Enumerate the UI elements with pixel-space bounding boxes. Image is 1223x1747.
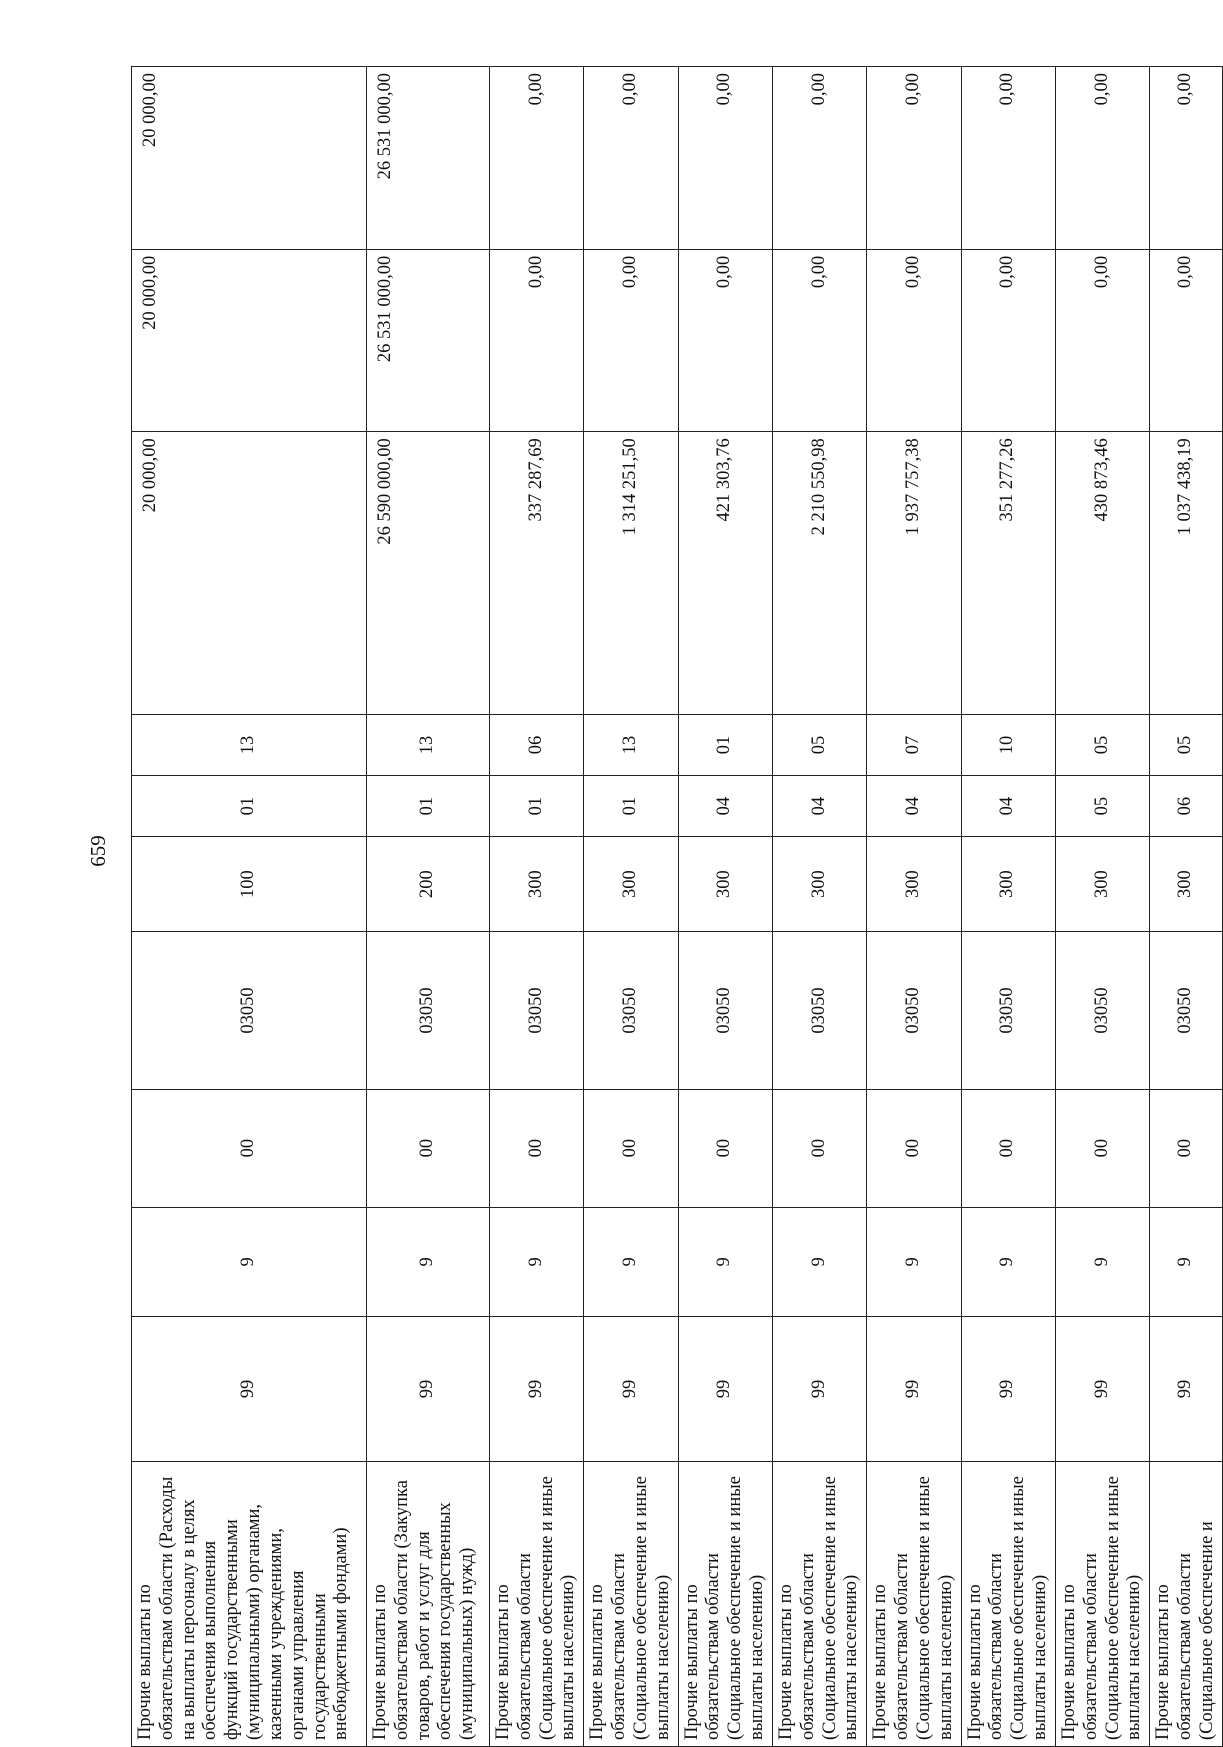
direction-code: 03050 xyxy=(961,932,1055,1089)
program-code: 99 xyxy=(867,1317,961,1462)
amount-year-2: 0,00 xyxy=(1150,249,1222,432)
main-event-code: 00 xyxy=(490,1089,584,1207)
program-code: 99 xyxy=(961,1317,1055,1462)
amount-year-1: 26 590 000,00 xyxy=(367,432,490,714)
direction-code: 03050 xyxy=(132,932,367,1089)
row-description: Прочие выплаты по обязательствам области (Расходы на выплаты персоналу в целях обеспечения выполнения функций государственными (муниципальными) органами, казенными учреждениями, органами управления государственными внебюджетными фондами) xyxy=(132,1461,367,1746)
amount-year-2: 0,00 xyxy=(867,249,961,432)
amount-year-3: 0,00 xyxy=(867,67,961,250)
subsection-code: 05 xyxy=(772,714,866,776)
program-code: 99 xyxy=(1055,1317,1149,1462)
rotated-table-frame xyxy=(131,66,1217,1747)
amount-year-1: 1 937 757,38 xyxy=(867,432,961,714)
amount-year-2: 0,00 xyxy=(772,249,866,432)
row-description: Прочие выплаты по обязательствам области (Закупка товаров, работ и услуг для обеспечения государственных (муниципальных) нужд) xyxy=(367,1461,490,1746)
section-code: 04 xyxy=(678,776,772,836)
amount-year-1: 2 210 550,98 xyxy=(772,432,866,714)
amount-year-1: 1 314 251,50 xyxy=(584,432,678,714)
amount-year-1: 1 037 438,19 xyxy=(1150,432,1222,714)
expense-type-code: 300 xyxy=(1055,836,1149,932)
subsection-code: 01 xyxy=(678,714,772,776)
amount-year-2: 0,00 xyxy=(584,249,678,432)
direction-code: 03050 xyxy=(367,932,490,1089)
amount-year-3: 0,00 xyxy=(1150,67,1222,250)
row-description: Прочие выплаты по обязательствам области (Социальное обеспечение и иные выплаты населению) xyxy=(1055,1461,1149,1746)
subsection-code: 07 xyxy=(867,714,961,776)
direction-code: 03050 xyxy=(678,932,772,1089)
program-code: 99 xyxy=(490,1317,584,1462)
program-code: 99 xyxy=(1150,1317,1222,1462)
direction-code: 03050 xyxy=(1055,932,1149,1089)
section-code: 01 xyxy=(132,776,367,836)
program-code: 99 xyxy=(132,1317,367,1462)
direction-code: 03050 xyxy=(490,932,584,1089)
section-code: 04 xyxy=(961,776,1055,836)
main-event-code: 00 xyxy=(584,1089,678,1207)
direction-code: 03050 xyxy=(1150,932,1222,1089)
section-code: 01 xyxy=(490,776,584,836)
row-description: Прочие выплаты по обязательствам области (Социальное обеспечение и иные выплаты населению) xyxy=(961,1461,1055,1746)
main-event-code: 00 xyxy=(367,1089,490,1207)
row-description: Прочие выплаты по обязательствам области (Социальное обеспечение и иные выплаты населению) xyxy=(678,1461,772,1746)
subsection-code: 13 xyxy=(132,714,367,776)
amount-year-3: 0,00 xyxy=(772,67,866,250)
table-row xyxy=(867,67,961,1747)
table-row xyxy=(772,67,866,1747)
table-row xyxy=(1150,67,1222,1747)
program-code: 99 xyxy=(367,1317,490,1462)
amount-year-3: 0,00 xyxy=(584,67,678,250)
table-row xyxy=(132,67,367,1747)
main-event-code: 00 xyxy=(678,1089,772,1207)
amount-year-3: 0,00 xyxy=(1055,67,1149,250)
amount-year-1: 421 303,76 xyxy=(678,432,772,714)
amount-year-3: 0,00 xyxy=(961,67,1055,250)
program-code: 99 xyxy=(772,1317,866,1462)
section-code: 01 xyxy=(584,776,678,836)
expense-type-code: 300 xyxy=(772,836,866,932)
subprogram-code: 9 xyxy=(1055,1207,1149,1317)
expense-type-code: 200 xyxy=(367,836,490,932)
budget-table xyxy=(131,66,1223,1747)
subprogram-code: 9 xyxy=(584,1207,678,1317)
main-event-code: 00 xyxy=(772,1089,866,1207)
row-description: Прочие выплаты по обязательствам области (Социальное обеспечение и иные выплаты населению) xyxy=(490,1461,584,1746)
main-event-code: 00 xyxy=(961,1089,1055,1207)
amount-year-2: 26 531 000,00 xyxy=(367,249,490,432)
amount-year-3: 0,00 xyxy=(490,67,584,250)
amount-year-1: 430 873,46 xyxy=(1055,432,1149,714)
expense-type-code: 300 xyxy=(584,836,678,932)
expense-type-code: 300 xyxy=(678,836,772,932)
amount-year-2: 20 000,00 xyxy=(132,249,367,432)
table-row xyxy=(584,67,678,1747)
expense-type-code: 300 xyxy=(490,836,584,932)
subprogram-code: 9 xyxy=(678,1207,772,1317)
table-row xyxy=(961,67,1055,1747)
row-description: Прочие выплаты по обязательствам области (Социальное обеспечение и иные выплаты населению) xyxy=(867,1461,961,1746)
row-description: Прочие выплаты по обязательствам области (Социальное обеспечение и иные выплаты населению) xyxy=(772,1461,866,1746)
amount-year-1: 20 000,00 xyxy=(132,432,367,714)
row-description: Прочие выплаты по обязательствам области (Социальное обеспечение и иные выплаты населению) xyxy=(584,1461,678,1746)
amount-year-2: 0,00 xyxy=(678,249,772,432)
page-number: 659 xyxy=(86,835,110,867)
main-event-code: 00 xyxy=(867,1089,961,1207)
expense-type-code: 300 xyxy=(1150,836,1222,932)
subsection-code: 13 xyxy=(367,714,490,776)
table-row xyxy=(490,67,584,1747)
amount-year-3: 20 000,00 xyxy=(132,67,367,250)
section-code: 04 xyxy=(772,776,866,836)
section-code: 04 xyxy=(867,776,961,836)
subsection-code: 10 xyxy=(961,714,1055,776)
amount-year-3: 26 531 000,00 xyxy=(367,67,490,250)
section-code: 05 xyxy=(1055,776,1149,836)
table-row xyxy=(1055,67,1149,1747)
subprogram-code: 9 xyxy=(1150,1207,1222,1317)
program-code: 99 xyxy=(678,1317,772,1462)
table-row xyxy=(678,67,772,1747)
expense-type-code: 100 xyxy=(132,836,367,932)
amount-year-3: 0,00 xyxy=(678,67,772,250)
amount-year-1: 351 277,26 xyxy=(961,432,1055,714)
subprogram-code: 9 xyxy=(490,1207,584,1317)
subsection-code: 05 xyxy=(1150,714,1222,776)
amount-year-2: 0,00 xyxy=(961,249,1055,432)
subprogram-code: 9 xyxy=(772,1207,866,1317)
program-code: 99 xyxy=(584,1317,678,1462)
subprogram-code: 9 xyxy=(961,1207,1055,1317)
subsection-code: 06 xyxy=(490,714,584,776)
main-event-code: 00 xyxy=(1150,1089,1222,1207)
expense-type-code: 300 xyxy=(961,836,1055,932)
subprogram-code: 9 xyxy=(867,1207,961,1317)
direction-code: 03050 xyxy=(772,932,866,1089)
amount-year-2: 0,00 xyxy=(490,249,584,432)
direction-code: 03050 xyxy=(584,932,678,1089)
section-code: 01 xyxy=(367,776,490,836)
subprogram-code: 9 xyxy=(367,1207,490,1317)
main-event-code: 00 xyxy=(132,1089,367,1207)
table-row xyxy=(367,67,490,1747)
amount-year-1: 337 287,69 xyxy=(490,432,584,714)
expense-type-code: 300 xyxy=(867,836,961,932)
section-code: 06 xyxy=(1150,776,1222,836)
row-description: Прочие выплаты по обязательствам области (Социальное обеспечение и xyxy=(1150,1461,1222,1746)
direction-code: 03050 xyxy=(867,932,961,1089)
main-event-code: 00 xyxy=(1055,1089,1149,1207)
subsection-code: 05 xyxy=(1055,714,1149,776)
subsection-code: 13 xyxy=(584,714,678,776)
subprogram-code: 9 xyxy=(132,1207,367,1317)
amount-year-2: 0,00 xyxy=(1055,249,1149,432)
